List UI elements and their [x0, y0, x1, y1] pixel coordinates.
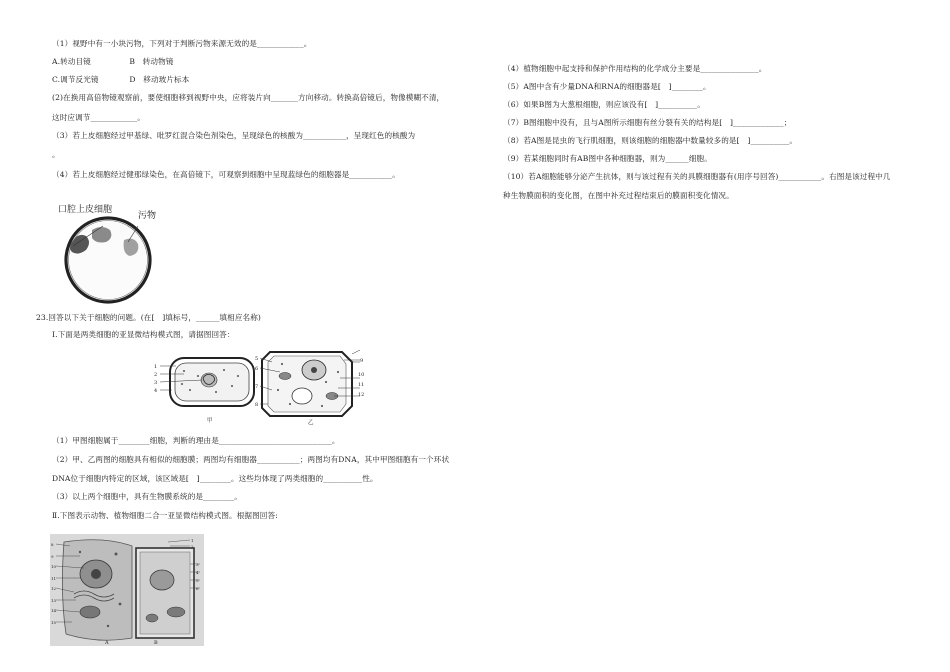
right-q4: （4）植物细胞中起支持和保护作用结构的化学成分主要是_______________。: [503, 64, 767, 73]
right-q7: （7）B图细胞中没有，且与A图所示细胞有丝分裂有关的结构是[ ]_____________；: [503, 118, 792, 127]
svg-text:11: 11: [51, 576, 57, 581]
right-q5: （5）A图中含有少量DNA和RNA的细胞器是[ ]________。: [503, 82, 711, 91]
part1-q2-line1: （2）甲、乙两图的细胞具有相似的细胞膜；两图均有细胞器___________；两图均有DNA，其中甲图细胞有一个环状: [52, 455, 450, 464]
svg-text:2: 2: [191, 544, 194, 549]
q3-text-line2: 。: [52, 150, 60, 159]
figure-caption-yi: 乙: [308, 420, 314, 426]
part1-q3: （3）以上两个细胞中，具有生物膜系统的是________。: [52, 492, 242, 501]
figure-label-oral-cell: 口腔上皮细胞: [58, 205, 113, 215]
svg-text:11: 11: [358, 382, 364, 388]
svg-text:5: 5: [196, 578, 199, 583]
q4-text: （4）若上皮细胞经过健那绿染色，在高倍镜下，可观察到细胞中呈现蓝绿色的细胞器是___________。: [52, 170, 400, 179]
svg-text:13: 13: [51, 598, 57, 603]
figure-caption-a: A: [105, 640, 109, 646]
q2-text-line2: 这时应调节____________。: [52, 113, 145, 122]
figure-caption-jia: 甲: [207, 418, 213, 424]
svg-text:1: 1: [154, 364, 158, 370]
svg-text:12: 12: [51, 586, 57, 591]
svg-text:3: 3: [154, 380, 158, 386]
q2-text-line1: (2)在换用高倍物镜观察前，要使细胞移到视野中央，应将装片向_______方向移动。转换高倍镜后，物像模糊不清，: [52, 93, 445, 102]
q3-text-line1: （3）若上皮细胞经过甲基绿、吡罗红混合染色剂染色，呈现绿色的核酸为___________，呈现红色的核酸为: [52, 131, 416, 140]
svg-text:5: 5: [255, 356, 259, 362]
q1-text: （1）视野中有一小块污物，下列对于判断污物来源无效的是____________。: [52, 39, 312, 48]
svg-text:10: 10: [358, 372, 364, 378]
figure-label-dirt: 污物: [138, 211, 157, 221]
svg-text:4: 4: [196, 570, 199, 575]
part1-title: Ⅰ.下面是两类细胞的亚显微结构模式图，请据图回答：: [52, 330, 235, 339]
svg-text:2: 2: [154, 372, 158, 378]
animal-plant-cell-figure: [50, 534, 204, 646]
right-q10-line2: 种生物膜面积的变化图，在图中补充过程结束后的膜面积变化情况。: [503, 191, 734, 200]
right-q6: （6）如果B图为大葱根细胞，则应该没有[ ]__________。: [503, 100, 705, 109]
svg-text:9: 9: [360, 358, 364, 364]
microscope-field-figure: [58, 200, 168, 308]
svg-text:12: 12: [358, 392, 364, 398]
part1-q2-line2: DNA位于细胞内特定的区域，该区域是[ ]________。这些均体现了两类细胞的__________性。: [52, 474, 378, 483]
svg-text:6: 6: [255, 366, 259, 372]
svg-text:14: 14: [51, 608, 57, 613]
right-q10-line1: （10）若A细胞能够分泌产生抗体，则与该过程有关的具膜细胞器有(用序号回答)___________。右图是该过程中几: [503, 172, 891, 181]
svg-text:4: 4: [154, 388, 158, 394]
figure-caption-b: B: [154, 640, 158, 646]
part1-q1: （1）甲图细胞属于________细胞，判断的理由是_____________________________。: [52, 436, 340, 445]
part2-title: Ⅱ.下图表示动物、植物细胞二合一亚显微结构模式图。根据图回答:: [52, 511, 278, 520]
svg-text:8: 8: [51, 542, 54, 547]
svg-text:15: 15: [51, 620, 57, 625]
svg-text:7: 7: [255, 384, 259, 390]
svg-text:9: 9: [51, 554, 54, 559]
cell-structure-figure: [154, 346, 364, 426]
svg-text:1: 1: [191, 538, 194, 543]
option-a-b: A.转动目镜 B 转动物镜: [52, 57, 174, 66]
q23-title: 23.回答以下关于细胞的问题。(在[ ]填标号，______填相应名称): [36, 313, 261, 322]
svg-text:10: 10: [51, 564, 57, 569]
right-q9: （9）若某细胞同时有AB图中各种细胞器，则为______细胞。: [503, 154, 712, 163]
svg-text:6: 6: [196, 586, 199, 591]
right-q8: （8）若A图是昆虫的飞行肌细胞，则该细胞的细胞器中数量较多的是[ ]__________。: [503, 136, 798, 145]
svg-text:8: 8: [255, 402, 259, 408]
option-c-d: C.调节反光镜 D 移动玻片标本: [52, 75, 190, 84]
svg-text:3: 3: [196, 562, 199, 567]
